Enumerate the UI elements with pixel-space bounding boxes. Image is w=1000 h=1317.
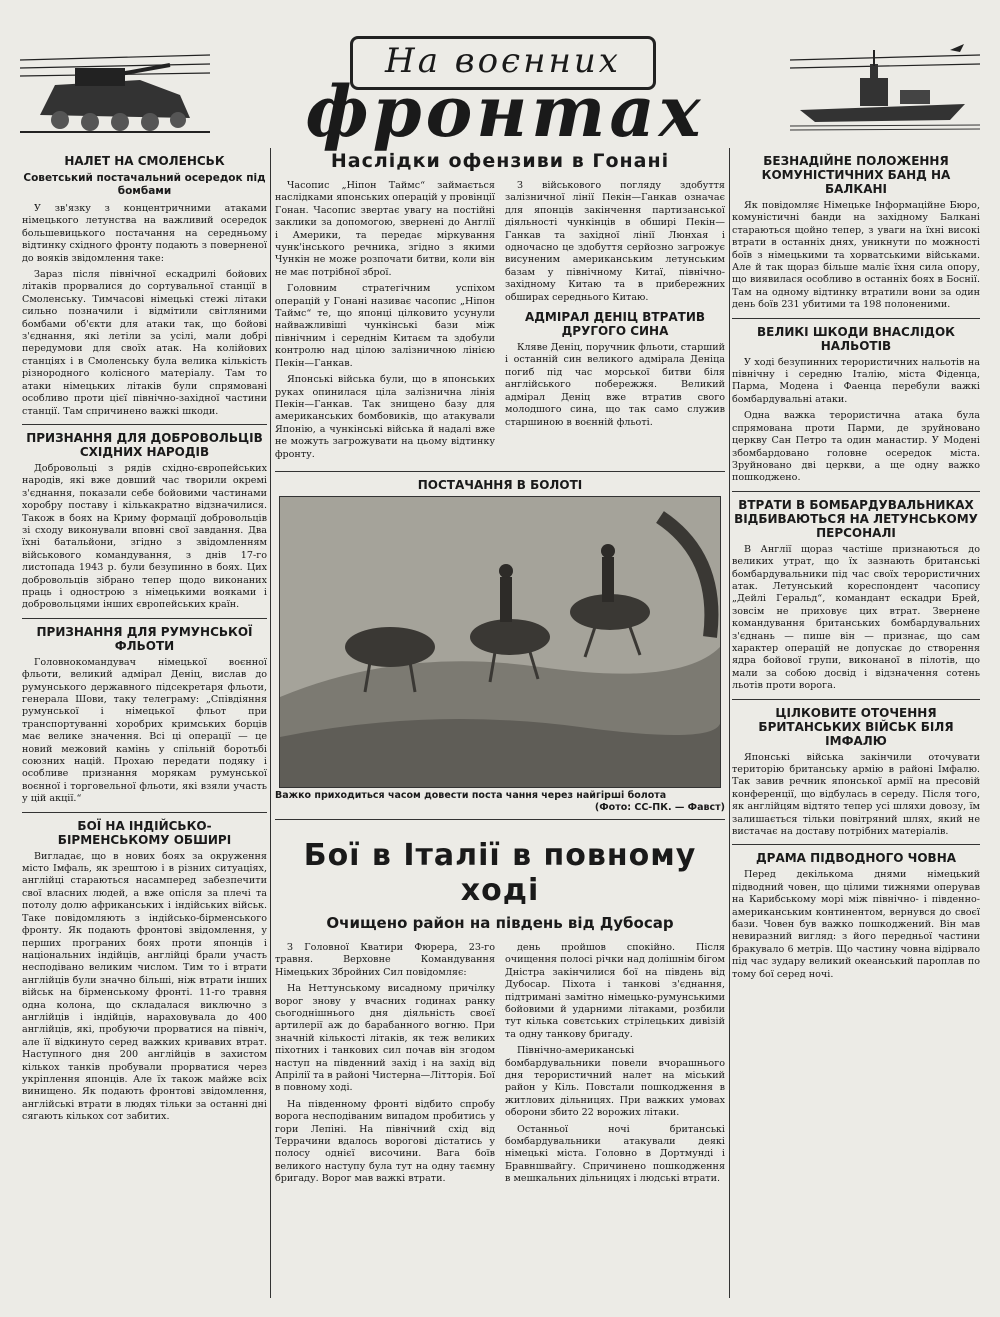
divider — [275, 819, 725, 820]
article-text: Добровольці з рядів східно-європейських народів, які вже довший час творили окремі з'єднання, показали себе бойовими частинами хоробру поставу і кількакратно відзначилися. Також в боях на Криму формації добровольців зі сходу виконували вповні свої завдання. Два їхні батальйони, згідно з звідомленням військового командування, з днів 17-го листопада 1943 р. були безупинно в боях. Цих добровольців зібрано тепер щодо виконаних праць і однострою з німецькими вояками і добровольцями інших європейських країн. — [22, 462, 267, 611]
article-subheadline: Советський постачальний осередок під бомбами — [23, 172, 266, 197]
article-text: Північно-американські бомбардувальники повели вчорашнього дня терористичний налет на міський район у Кіль. Повстали пошкодження в житлових дільницях. При важких умовах оборони збито 22 ворожих літаки. — [505, 1045, 725, 1119]
article-text: Головним стратегічним успіхом операцій у Гонані називає часопис „Ніпон Таймс“ те, що японці цілковито усунули найважливіші чункінські бази між північним і середнім Китаєм та здобули контролю над цілою залізничною лінією Пекін—Ганкав. — [275, 283, 495, 369]
article-headline: ПРИЗНАННЯ ДЛЯ РУМУНСЬКОЇ ФЛЬОТИ — [36, 624, 253, 653]
article-headline: АДМІРАЛ ДЕНІЦ ВТРАТИВ ДРУГОГО СИНА — [524, 310, 706, 339]
divider — [22, 424, 267, 425]
article-text: Часопис „Ніпон Таймс“ займається наслідками японських операцій у провінції Гонан. Часопис звертає увагу на постійні заклики за допомогою, звернені до Англії і Америки, та передає міркування чунк'інського речника, згідно з якими Чункін не може розпочати битви, коли він не має потрібної зброї. — [275, 180, 495, 278]
italy-subheadline: Очищено район на південь від Дубосар — [326, 913, 674, 932]
masthead-top-title: На воєнних — [350, 36, 656, 90]
article-text: З військового погляду здобуття залізничної лінії Пекін—Ганкав означає для японців закінчення партизанської діяльності чункінців в обширі Пекін—Ганкав та західної лінії Люнхая і одночасно це здобуття серйозно загрожує висуненим американським летунським базам у північному Китаї, північно-західному Китаю та в прибережних обширах середнього Китаю. — [505, 180, 725, 303]
italy-headline: Бої в Італії в повному ході — [303, 837, 697, 908]
article-text: день пройшов спокійно. Після очищення полосі річки над долішнім бігом Дністра закінчилися бої на південь від Дубосар. Піхота і танкові з'єднання, підтримані замітно німецько-румунськими бойовими й ударними літаками, розбили тут кілька совєтських стрілецьких дивізій та одну танкову бригаду. — [505, 941, 725, 1040]
article-text: Головнокомандувач німецької воєнної фльоти, великий адмірал Деніц, вислав до румунського державного підсекретаря фльоти, генерала Шови, таку телеграму: „Співдіяння румунської і німецької фльот при транспортуванні хоробрих кримських борців має велике значення. Всі ці операції — це новий межовий камінь у спільній боротьбі союзних націй. Прохаю передати подяку і особливе признання морякам румунської воєнної і торговельної фльоти, які взяли участь у цій акції.“ — [22, 656, 267, 805]
article-text: У зв'язку з концентричними атаками німецького летунства на важливий осередок большевицького постачання на середньому відтинку східного фронту подають з поверненої до вояків звідомлення таке: — [22, 203, 267, 264]
article-text: Перед декількома днями німецький підводний човен, що цілими тижнями оперував на Карибському морі між північно- і південно-американським континентом, вернувся до своєї бази. Човен був важко пошкоджений. Він мав невиразний вигляд: з його передньої частини бракувало 6 метрів. Що частину човна відірвало під час зудару великий океанський пароплав по тому бої серед ночі. — [732, 869, 980, 980]
article-text: Як повідомляє Німецьке Інформаційне Бюро, комуністичні банди на західному Балкані стараються щойно тепер, з уваги на їхні високі втрати в останніх днях, уникнути по можності боїв з німецькими та хорватськими військами. Але й так щораз більше маліє їхня сила опору, що виявилася особливо в останніх боях в Боснії. Там на одному відтинку втратили вони за один день боїв 231 убитими та 198 полоненими. — [732, 200, 980, 311]
article-headline: БЕЗНАДІЙНЕ ПОЛОЖЕННЯ КОМУНІСТИЧНИХ БАНД НА БАЛКАНІ — [761, 154, 951, 196]
divider — [732, 491, 980, 492]
photo-caption: Важко приходиться часом довести поста чання через найгірші болота — [275, 789, 667, 801]
tank-illustration — [20, 40, 210, 135]
photo-horses-in-swamp — [279, 496, 721, 788]
article-text: Останньої ночі британські бомбардувальники атакували деякі німецькі міста. Головно в Дортмунді і Бравншвайгу. Спричинено пошкодження в мешкальних дільницях і людські втрати. — [505, 1123, 725, 1185]
column-rule — [270, 148, 271, 1298]
article-headline: НАЛЕТ НА СМОЛЕНСЬК — [64, 154, 225, 168]
article-text: Зараз після північної ескадрилі бойових літаків прорвалися до сортувальної станції в Смоленську. Тимчасові німецькі стежі літаки сильно позначили і відмітили світляними бомбами об'єкти для атаки так, що бойові з'єднання, які летіли за усілі, мали добрі передумови для своїх атак. На колійових станціях і в Смоленську була велика кількість різнородного колісного матеріалу. Там то атаки німецьких літаків були спрямовані особливо проти цієї північно-західної частини станції. Там спричинено важкі шкоди. — [22, 269, 267, 417]
column-rule — [729, 148, 730, 1298]
photo-credit: (Фото: СС-ПК. — Фавст) — [594, 801, 725, 813]
article-text: На Неттунському висадному причілку ворог знову у вчасних годинах ранку сьогоднішнього дня діяльність своєї артилерії аж до барабанного вогню. При значній кількості літаків, як теж великих піхотних і танкових сил почав він згодом наступ на південний захід і на захід від Апрілії та в районі Чистерна—Літторія. Бої в повному ході. — [275, 983, 495, 1094]
warship-illustration — [790, 40, 980, 135]
center-column — [275, 148, 725, 1298]
article-text: Вигладає, що в нових боях за окруження місто Імфаль, як зрештою і в різних ситуаціях, англійці стараються насамперед забезпечити свої власних людей, а вже опісля за плечі та потолу долю африканських і індійських військ. Таке повідомляють з індійсько-бірменського фронту. Як подають фронтові звідомлення, у перших програних боях проти японців і національних індійців, англійці брали участь несподівано великим числом. Тим то і втрати англійців були значно більші, ніж втрати інших військ на бірменському фронті. 11-го травня одна колона, що складалася виключно з англійців і індійців, нараховувала до 400 англійців, які, пробуючи прорватися на північ, але її відкинуто серед важких кривавих втрат. Наступного дня 200 англійців в захистом кількох танків пробували прорватися через укріплення японців. Але їх також майже всіх винищено. Як подають фронтові звідомлення, англійські втрати в людях тільки за останні дні сягають кількох сот забитих. — [22, 850, 267, 1123]
divider — [732, 699, 980, 700]
masthead — [20, 18, 980, 153]
article-headline: ВТРАТИ В БОМБАРДУВАЛЬНИКАХ ВІДБИВАЮТЬСЯ НА ЛЕТУНСЬКОМУ ПЕРСОНАЛІ — [734, 497, 978, 540]
article-body-two-columns — [275, 180, 725, 465]
photo-headline: ПОСТАЧАННЯ В БОЛОТІ — [417, 477, 583, 492]
article-body-two-columns — [275, 942, 725, 1190]
masthead-main-title: фронтах — [305, 70, 705, 153]
article-text: Одна важка терористична атака була спрямована проти Парми, де зруйновано церкву Сан Петро та один манастир. У Модені збомбардовано головне осередок міста. Зруйновано дві церкви, а ще одну важко пошкоджено. — [732, 410, 980, 484]
main-headline: Наслідки офензиви в Гонані — [330, 150, 670, 172]
article-headline: ПРИЗНАННЯ ДЛЯ ДОБРОВОЛЬЦІВ СХІДНИХ НАРОДІВ — [26, 430, 263, 459]
article-headline: ВЕЛИКІ ШКОДИ ВНАСЛІДОК НАЛЬОТІВ — [757, 324, 955, 353]
left-column — [22, 148, 267, 1298]
article-text: В Англії щораз частіше признаються до великих утрат, що їх зазнають британські бомбардувальники під час своїх терористичних атак. Летунський кореспондент часопису „Дейлі Геральд“, командант ескадри Брей, зовсім не приховує цих втрат. Звернене командування британських бомбардувальних з'єднань — пише він — признає, що сам характер операцій не допускає до створення ядра бойової групи, виконаної в пілотів, що мали за собою досвід і відзначення сотень льотів проти ворога. — [732, 543, 980, 692]
article-text: Японські війська були, що в японських руках опинилася ціла залізнична лінія Пекін—Ганкав. Так знищено базу для американських бомбовиків, що атакували Японію, а чункінські війська й надалі вже не можуть загрожувати на цьому відтинку фронту. — [275, 374, 495, 460]
article-text: У ході безупинних терористичних нальотів на північну і середню Італію, міста Фіденца, Парма, Модена і Фаенца перебули важкі бомбардувальні атаки. — [732, 356, 980, 405]
article-headline: БОЇ НА ІНДІЙСЬКО-БІРМЕНСЬКОМУ ОБШИРІ — [57, 818, 232, 847]
right-column — [732, 148, 980, 1298]
article-text: Японські війська закінчили оточувати територію британську армію в районі Імфалю. Так завив речник японської армії на пресовій конференції, що відбулась в середу. Після того, як англійцям відтято тепер усі шляхи довозу, їм залишається тільки повітряний шлях, який не вистачає на доставу потрібних матеріалів. — [732, 751, 980, 838]
divider — [732, 318, 980, 319]
article-headline: ЦІЛКОВИТЕ ОТОЧЕННЯ БРИТАНСЬКИХ ВІЙСЬК БІЛЯ ІМФАЛЮ — [758, 705, 954, 748]
article-text: Кляве Деніц, поручник фльоти, старший і останній син великого адмірала Деніца погиб під час морської битви біля англійського побережжя. Великий адмірал Деніц вже втратив свого молодшого сина, що так само служив старшиною в воєнній фльоті. — [505, 342, 725, 428]
article-text: На південному фронті відбито спробу ворога несподіваним випадом пробитись у гори Лепіні. На північний схід від Террачини вдалось ворогові дістатись у полосу однієї височини. Вага боїв великого наступу була тут на одну таємну бригаду. Ворог мав важкі втрати. — [275, 1098, 495, 1185]
article-headline: ДРАМА ПІДВОДНОГО ЧОВНА — [755, 851, 957, 866]
article-text: З Головної Кватири Фюрера, 23-го травня. Верховне Командування Німецьких Збройних Сил повідомляє: — [275, 941, 495, 978]
divider — [22, 618, 267, 619]
divider — [732, 844, 980, 845]
divider — [22, 812, 267, 813]
divider — [275, 471, 725, 472]
